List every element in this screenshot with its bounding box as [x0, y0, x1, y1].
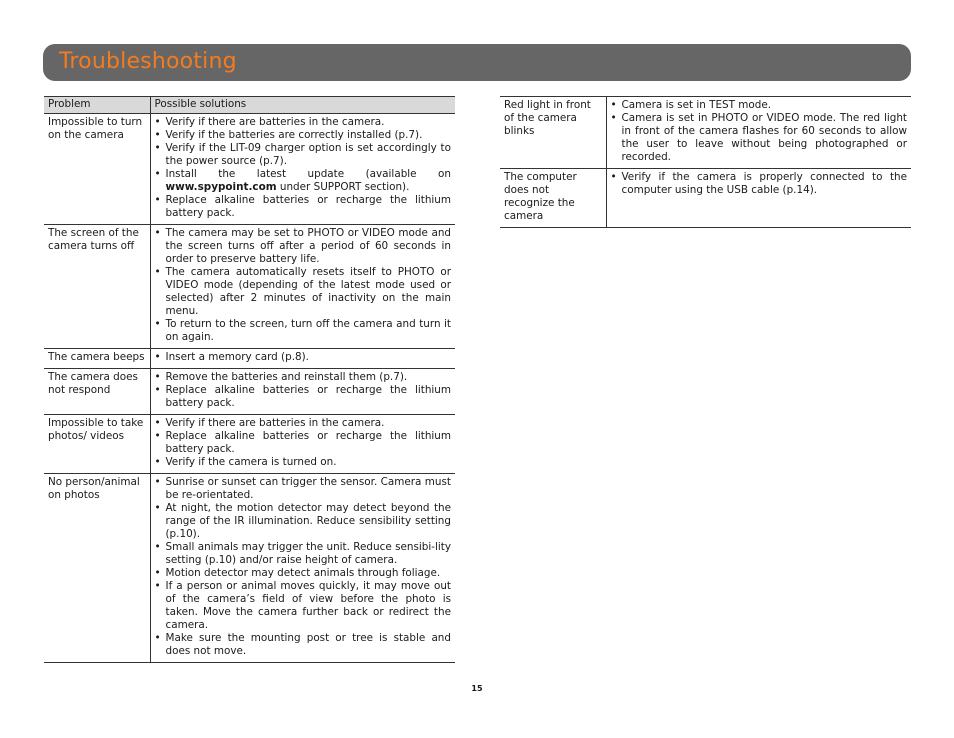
- solutions-cell: [606, 169, 911, 228]
- list-item: • Camera is set in TEST mode.: [611, 99, 908, 112]
- table-row: [500, 169, 911, 228]
- problem-cell: The camera does not respond: [44, 369, 150, 415]
- solutions-cell: [150, 474, 455, 663]
- list-item: • Small animals may trigger the unit. Reduce sensibi-lity setting (p.10) and/or raise height of camera.: [155, 541, 452, 567]
- page-title: Troubleshooting: [59, 49, 237, 74]
- table-row: [44, 114, 455, 225]
- list-item: • Motion detector may detect animals through foliage.: [155, 567, 452, 580]
- list-item: • Replace alkaline batteries or recharge the lithium battery pack.: [155, 194, 452, 220]
- list-item: • Verify if the camera is turned on.: [155, 456, 452, 469]
- header-bar: [43, 44, 911, 81]
- problem-cell: The computer does not recognize the camera: [500, 169, 606, 228]
- solutions-cell: [606, 97, 911, 169]
- list-item: • At night, the motion detector may detect beyond the range of the IR illumination. Reduce sensibility setting (p.10).: [155, 502, 452, 541]
- problem-cell: Impossible to take photos/ videos: [44, 415, 150, 474]
- list-item: • Insert a memory card (p.8).: [155, 351, 452, 364]
- list-item: • Remove the batteries and reinstall them (p.7).: [155, 371, 452, 384]
- table-row: [44, 474, 455, 663]
- solutions-cell: [150, 114, 455, 225]
- troubleshooting-table-right: [500, 96, 911, 228]
- column-header-problem: Problem: [44, 97, 150, 114]
- solutions-list: [155, 476, 452, 658]
- table-header-row: [44, 97, 455, 114]
- list-item: • Verify if there are batteries in the camera.: [155, 116, 452, 129]
- list-item: • Replace alkaline batteries or recharge the lithium battery pack.: [155, 430, 452, 456]
- list-item: • If a person or animal moves quickly, it may move out of the camera’s field of view before the photo is taken. Move the camera further back or redirect the camera.: [155, 580, 452, 632]
- solution-text: Install the latest update (available on: [165, 168, 451, 180]
- problem-cell: No person/animal on photos: [44, 474, 150, 663]
- list-item: [155, 168, 452, 194]
- problem-cell: Red light in front of the camera blinks: [500, 97, 606, 169]
- column-header-solutions: Possible solutions: [150, 97, 455, 114]
- solutions-cell: [150, 369, 455, 415]
- solutions-cell: [150, 415, 455, 474]
- table-row: [500, 97, 911, 169]
- problem-cell: Impossible to turn on the camera: [44, 114, 150, 225]
- solutions-list: [611, 99, 908, 164]
- website-link-text: www.spypoint.com: [165, 181, 277, 193]
- list-item: • Verify if the batteries are correctly installed (p.7).: [155, 129, 452, 142]
- table-row: [44, 415, 455, 474]
- page-number: 15: [471, 684, 483, 693]
- solutions-list: [155, 351, 452, 364]
- solutions-list: [611, 171, 908, 197]
- problem-cell: The screen of the camera turns off: [44, 225, 150, 349]
- table-row: [44, 349, 455, 369]
- list-item: • Verify if there are batteries in the camera.: [155, 417, 452, 430]
- table-row: [44, 369, 455, 415]
- solutions-list: [155, 371, 452, 410]
- list-item: • Replace alkaline batteries or recharge the lithium battery pack.: [155, 384, 452, 410]
- solutions-cell: [150, 349, 455, 369]
- list-item: • To return to the screen, turn off the camera and turn it on again.: [155, 318, 452, 344]
- list-item: • Verify if the LIT-09 charger option is set accordingly to the power source (p.7).: [155, 142, 452, 168]
- problem-cell: The camera beeps: [44, 349, 150, 369]
- solution-text: under SUPPORT section).: [276, 181, 410, 193]
- solutions-list: [155, 417, 452, 469]
- list-item: • Verify if the camera is properly connected to the computer using the USB cable (p.14).: [611, 171, 908, 197]
- solutions-list: [155, 116, 452, 220]
- list-item: • Sunrise or sunset can trigger the sensor. Camera must be re-orientated.: [155, 476, 452, 502]
- troubleshooting-table-left: [44, 96, 455, 663]
- list-item: • The camera may be set to PHOTO or VIDEO mode and the screen turns off after a period of 60 seconds in order to preserve battery life.: [155, 227, 452, 266]
- list-item: • Camera is set in PHOTO or VIDEO mode. The red light in front of the camera flashes for 60 seconds to allow the user to leave without being photographed or recorded.: [611, 112, 908, 164]
- solutions-cell: [150, 225, 455, 349]
- table-row: [44, 225, 455, 349]
- list-item: • Make sure the mounting post or tree is stable and does not move.: [155, 632, 452, 658]
- list-item: • The camera automatically resets itself to PHOTO or VIDEO mode (depending of the latest mode used or selected) after 2 minutes of inactivity on the main menu.: [155, 266, 452, 318]
- solutions-list: [155, 227, 452, 344]
